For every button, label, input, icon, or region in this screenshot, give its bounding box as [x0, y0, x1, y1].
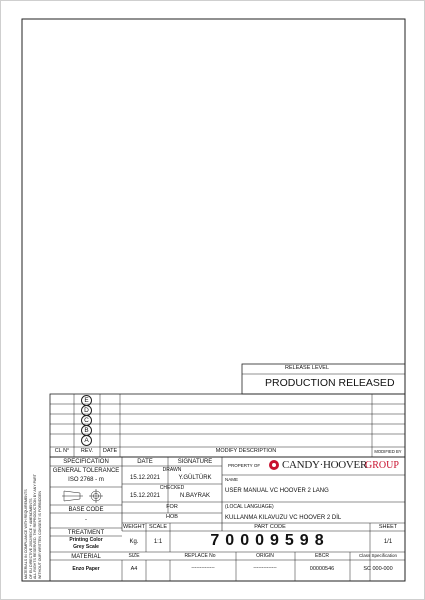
revision-letter-a: A — [81, 435, 92, 446]
name-label: NAME — [225, 477, 239, 482]
company-name: CANDY·HOOVER — [282, 459, 368, 471]
projection-symbol-icon — [62, 489, 103, 503]
material-label: MATERIAL — [71, 553, 101, 560]
compliance-note-line-1: MATERIALS IN COMPLIANCE WITH REQUIREMENTS — [24, 489, 28, 579]
class-specification-value: SC 000-000 — [363, 566, 393, 572]
ebcr-value: 00000546 — [309, 566, 335, 572]
treatment-value-1: Printing Color — [69, 537, 103, 543]
checked-label: CHECKED — [159, 484, 185, 491]
iso-tolerance-value: ISO 2768 - m — [68, 477, 104, 483]
drawn-label: DRAWN — [162, 466, 182, 473]
ebcr-label: EBCR — [315, 552, 329, 559]
treatment-value-2: Grey Scale — [73, 544, 99, 550]
modify-description-header: MODIFY DESCRIPTION — [215, 448, 277, 454]
candy-hoover-logo — [269, 459, 399, 472]
local-language-label: (LOCAL LANGUAGE) — [225, 504, 274, 510]
weight-label: WEIGHT — [123, 523, 145, 530]
scale-label: SCALE — [148, 523, 168, 530]
candy-hoover-mark-inner-icon — [272, 463, 276, 467]
sheet-label: SHEET — [378, 523, 398, 530]
approval-date-header: DATE — [137, 459, 153, 465]
general-tolerance-label: GENERAL TOLERANCE — [52, 468, 120, 474]
material-value: Enzo Paper — [72, 566, 100, 572]
compliance-note — [24, 474, 42, 579]
size-value: A4 — [130, 566, 138, 572]
revision-letter-e: E — [81, 395, 92, 406]
property-of-label: PROPERTY OF — [228, 463, 261, 468]
release-level-label: RELEASE LEVEL — [285, 365, 330, 371]
checked-by: N.BAYRAK — [180, 493, 210, 499]
release-level-value: PRODUCTION RELEASED — [265, 377, 395, 389]
compliance-note-line-4: WITHOUT OUR WRITTEN CONSENT IS FORBIDDEN — [37, 490, 42, 579]
for-value: HOB — [166, 513, 178, 520]
drawn-by: Y.GÜLTÜRK — [178, 475, 212, 481]
compliance-note-line-2: OF EU DIRECTIVE 2002/95/CE + AMENDMENTS — [28, 498, 33, 579]
for-label: FOR — [166, 504, 178, 510]
drawn-date: 15.12.2021 — [129, 475, 161, 481]
replace-no-label: REPLACE No — [184, 552, 216, 559]
class-specification-label: Class Specification — [358, 552, 398, 558]
size-label: SIZE — [128, 552, 140, 559]
compliance-note-line-3: ALL RIGHTS RESERVED. THE REPRODUCTION BY ANY PART — [33, 474, 38, 579]
local-language-value: KULLANMA KILAVUZU VC HOOVER 2 DİL — [225, 514, 342, 521]
modified-by-header: MODIFIED BY — [374, 449, 402, 454]
revision-letter-d: D — [81, 405, 92, 416]
scale-value: 1:1 — [153, 538, 163, 545]
company-group: GROUP — [365, 460, 399, 471]
base-code-label: BASE CODE — [68, 506, 104, 513]
name-value: USER MANUAL VC HOOVER 2 LANG — [225, 488, 329, 494]
cl-no-header: CL N° — [54, 448, 70, 454]
origin-value: -------------- — [253, 565, 277, 571]
checked-date: 15.12.2021 — [129, 493, 161, 499]
rev-header: REV. — [80, 448, 94, 454]
sheet-value: 1/1 — [383, 538, 393, 545]
base-code-value: - — [85, 517, 87, 523]
origin-label: ORIGIN — [256, 552, 274, 559]
part-code-value: 70009598 — [210, 532, 330, 549]
approval-signature-header: SIGNATURE — [177, 459, 213, 465]
revision-letter-b: B — [81, 425, 92, 436]
revision-letter-c: C — [81, 415, 92, 426]
date-header: DATE — [102, 448, 118, 454]
replace-no-value: -------------- — [191, 565, 215, 571]
weight-value: Kg. — [129, 538, 139, 545]
part-code-label: PART CODE — [254, 523, 286, 530]
specification-label: SPECIFICATION — [63, 459, 109, 465]
treatment-label: TREATMENT — [67, 529, 105, 536]
